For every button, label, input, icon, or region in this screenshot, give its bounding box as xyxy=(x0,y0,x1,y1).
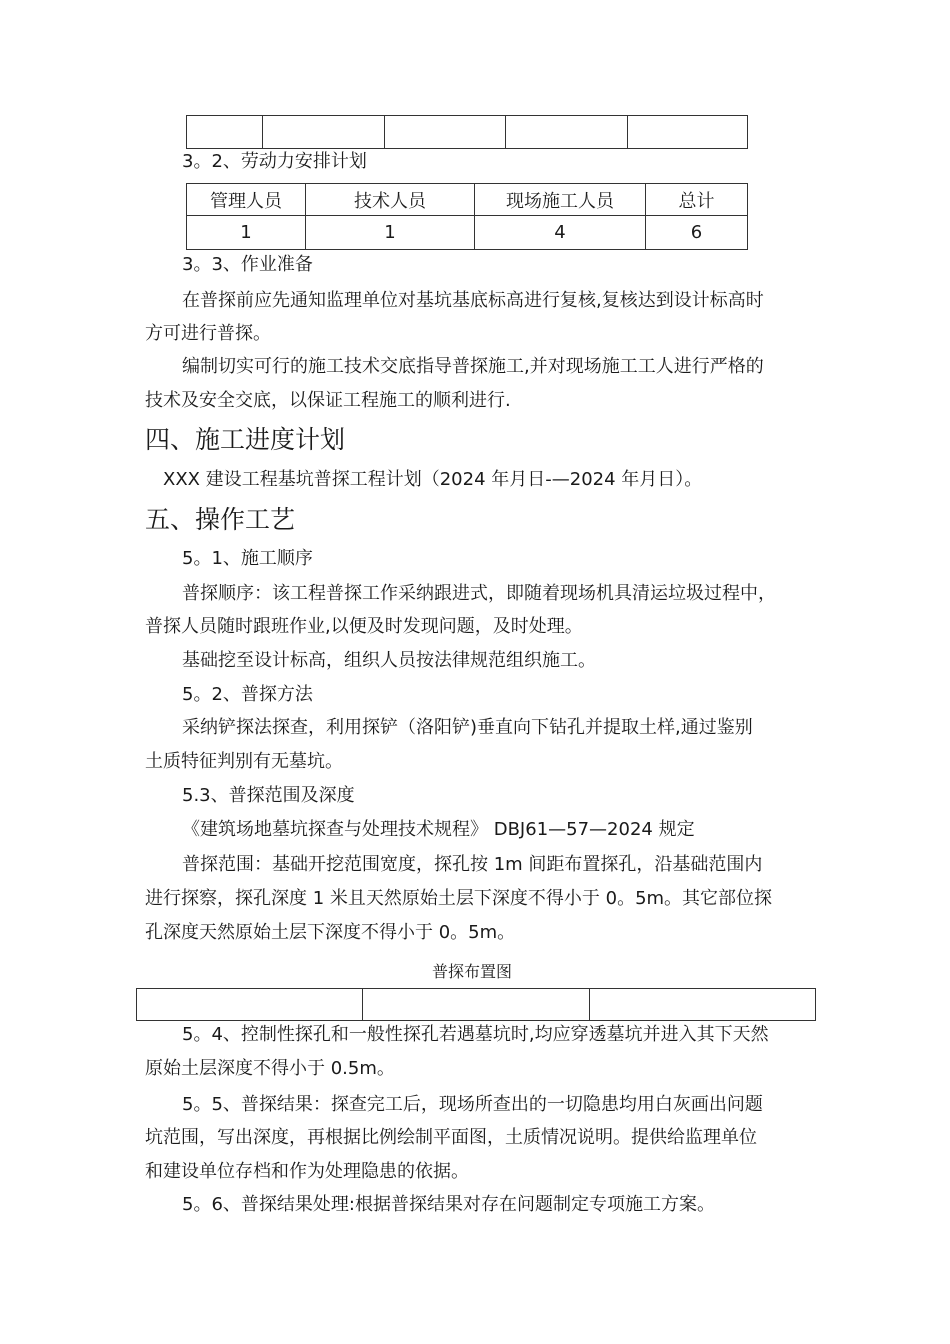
paragraph-line: 和建设单位存档和作为处理隐患的依据。 xyxy=(145,1161,469,1182)
table-cell: 6 xyxy=(646,216,748,250)
paragraph-line: 5。6、普探结果处理:根据普探结果对存在问题制定专项施工方案。 xyxy=(182,1194,715,1215)
table-cell xyxy=(506,116,628,149)
table-cell xyxy=(187,116,263,149)
schedule-text: XXX 建设工程基坑普探工程计划（2024 年月日-—2024 年月日）。 xyxy=(163,469,703,490)
section-4-heading: 四、施工进度计划 xyxy=(145,425,346,454)
paragraph-line: 土质特征判别有无墓坑。 xyxy=(145,751,343,772)
paragraph-line: 基础挖至设计标高，组织人员按法律规范组织施工。 xyxy=(182,650,596,671)
paragraph-line: 编制切实可行的施工技术交底指导普探施工,并对现场施工工人进行严格的 xyxy=(182,356,764,377)
table-header-cell: 技术人员 xyxy=(306,184,475,216)
table-cell xyxy=(263,116,385,149)
table-cell: 1 xyxy=(306,216,475,250)
section-5-1-heading: 5。1、施工顺序 xyxy=(182,548,313,569)
table-cell xyxy=(628,116,748,149)
paragraph-line: 普探人员随时跟班作业,以便及时发现问题，及时处理。 xyxy=(145,616,583,637)
paragraph-line: 采纳铲探法探查，利用探铲（洛阳铲)垂直向下钻孔并提取土样,通过鉴别 xyxy=(182,717,753,738)
table-cell: 1 xyxy=(187,216,306,250)
paragraph-line: 方可进行普探。 xyxy=(145,323,271,344)
table-header-cell: 管理人员 xyxy=(187,184,306,216)
paragraph-line: 普探顺序：该工程普探工作采纳跟进式，即随着现场机具清运垃圾过程中， xyxy=(182,583,776,604)
table-header-cell: 现场施工人员 xyxy=(475,184,646,216)
paragraph-line: 原始土层深度不得小于 0.5m。 xyxy=(145,1058,395,1079)
section-5-2-heading: 5。2、普探方法 xyxy=(182,684,313,705)
table-cell xyxy=(363,989,590,1021)
labor-table xyxy=(186,183,748,250)
standard-reference: 《建筑场地墓坑探查与处理技术规程》 DBJ61—57—2024 规定 xyxy=(182,819,695,840)
section-5-3-heading: 5.3、普探范围及深度 xyxy=(182,785,355,806)
section-3-3-heading: 3。3、作业准备 xyxy=(182,254,313,275)
table-cell xyxy=(385,116,506,149)
section-5-heading: 五、操作工艺 xyxy=(145,505,296,534)
paragraph-line: 坑范围，写出深度，再根据比例绘制平面图，土质情况说明。提供给监理单位 xyxy=(145,1127,757,1148)
table-header-cell: 总计 xyxy=(646,184,748,216)
table-cell xyxy=(137,989,363,1021)
paragraph-line: 孔深度天然原始土层下深度不得小于 0。5m。 xyxy=(145,922,516,943)
section-3-2-heading: 3。2、劳动力安排计划 xyxy=(182,151,367,172)
figure-table xyxy=(136,988,816,1021)
paragraph-line: 5。5、普探结果：探查完工后，现场所查出的一切隐患均用白灰画出问题 xyxy=(182,1094,763,1115)
top-table xyxy=(186,115,748,149)
figure-caption: 普探布置图 xyxy=(432,962,513,981)
table-cell xyxy=(590,989,816,1021)
paragraph-line: 进行探察，探孔深度 1 米且天然原始土层下深度不得小于 0。5m。其它部位探 xyxy=(145,888,773,909)
paragraph-line: 普探范围：基础开挖范围宽度，探孔按 1m 间距布置探孔，沿基础范围内 xyxy=(182,854,763,875)
paragraph-line: 5。4、控制性探孔和一般性探孔若遇墓坑时,均应穿透墓坑并进入其下天然 xyxy=(182,1024,769,1045)
table-cell: 4 xyxy=(475,216,646,250)
paragraph-line: 技术及安全交底，以保证工程施工的顺利进行. xyxy=(145,390,511,411)
paragraph-line: 在普探前应先通知监理单位对基坑基底标高进行复核,复核达到设计标高时 xyxy=(182,290,764,311)
